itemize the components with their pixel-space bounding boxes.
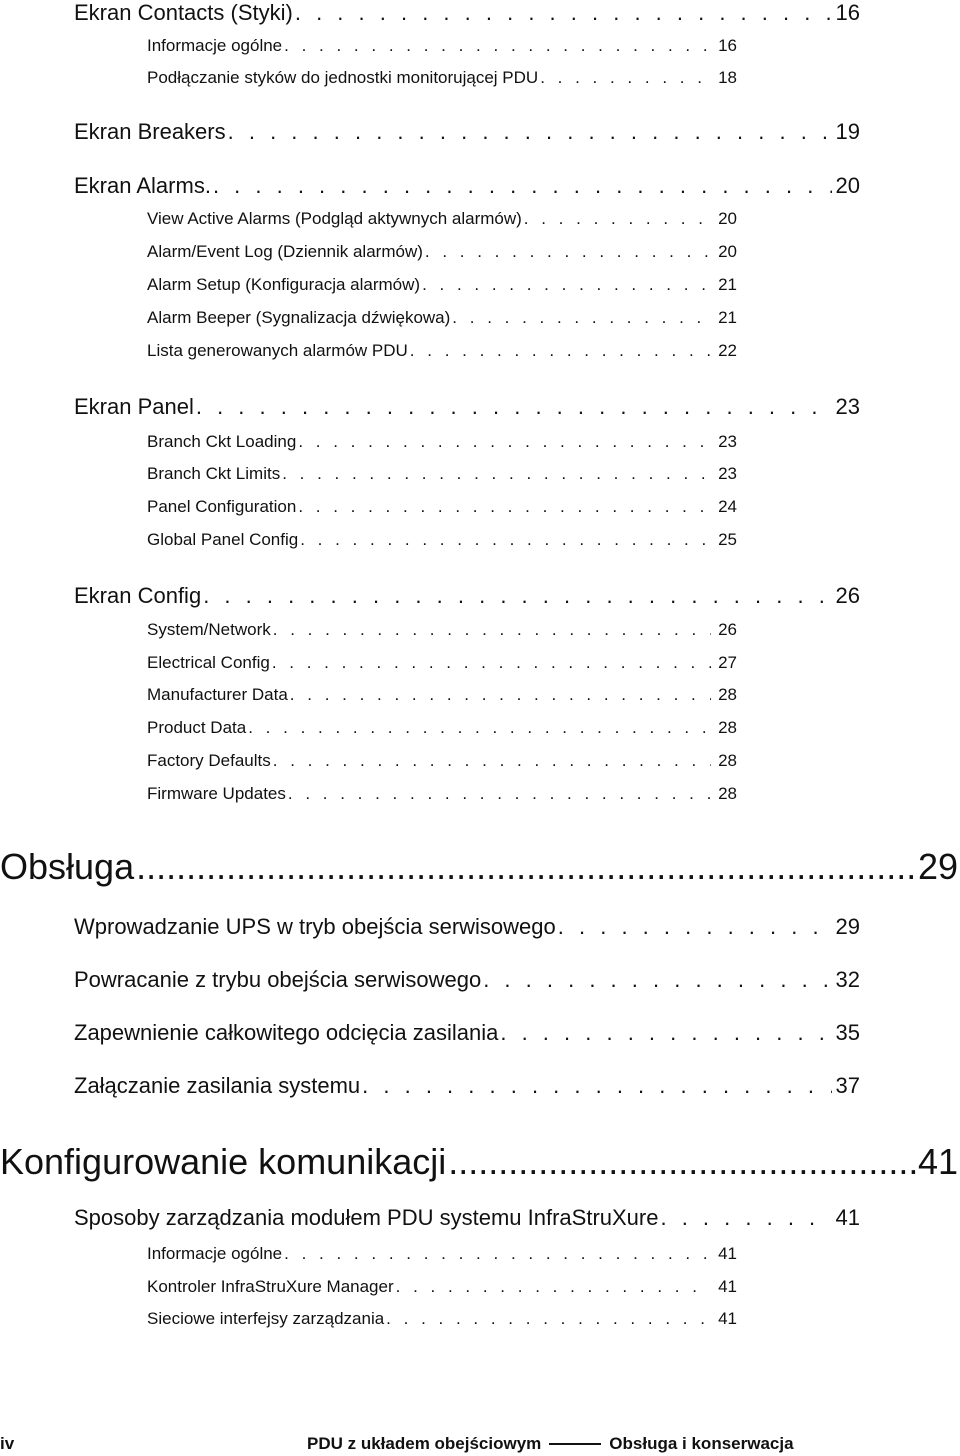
dot-leader (194, 394, 832, 420)
toc-entry-title: Obsługa (0, 846, 135, 887)
toc-entry[interactable] (147, 432, 737, 452)
toc-entry[interactable] (147, 784, 737, 804)
toc-entry-page: 29 (917, 846, 958, 887)
toc-entry-title: Zapewnienie całkowitego odcięcia zasilania (74, 1020, 499, 1045)
toc-entry[interactable] (74, 394, 860, 420)
toc-entry-title: Ekran Panel (74, 394, 194, 419)
toc-entry-title: Factory Defaults (147, 751, 271, 770)
toc-entry[interactable] (147, 620, 737, 640)
toc-entry[interactable] (147, 1244, 737, 1264)
toc-entry-page: 27 (718, 653, 737, 672)
toc-entry[interactable] (147, 653, 737, 673)
toc-entry[interactable] (147, 341, 737, 361)
toc-entry-title: Wprowadzanie UPS w tryb obejścia serwisowego (74, 914, 556, 939)
dot-leader (298, 530, 711, 550)
toc-entry[interactable] (0, 846, 958, 888)
toc-entry-page: 19 (835, 119, 860, 144)
toc-entry[interactable] (74, 0, 860, 26)
toc-entry[interactable] (74, 1020, 860, 1046)
toc-entry-page: 41 (718, 1244, 737, 1263)
toc-entry-title: Sposoby zarządzania modułem PDU systemu InfraStruXure (74, 1205, 659, 1230)
toc-entry[interactable] (147, 718, 737, 738)
toc-entry[interactable] (74, 914, 860, 940)
dot-leader (538, 68, 711, 88)
toc-entry-title: Alarm/Event Log (Dziennik alarmów) (147, 242, 423, 261)
toc-entry-page: 20 (835, 173, 860, 198)
dot-leader (420, 275, 711, 295)
toc-entry-page: 41 (917, 1141, 958, 1182)
dot-leader (408, 341, 711, 361)
toc-entry-page: 35 (835, 1020, 860, 1045)
toc-entry[interactable] (74, 173, 860, 199)
toc-entry-title: System/Network (147, 620, 271, 639)
dot-leader (423, 242, 711, 262)
toc-entry[interactable] (0, 1141, 958, 1183)
dot-leader (481, 967, 832, 993)
dot-leader (201, 583, 832, 609)
toc-entry-page: 28 (718, 784, 737, 803)
dot-leader (288, 685, 711, 705)
footer-dash (549, 1443, 601, 1445)
toc-entry-title: Sieciowe interfejsy zarządzania (147, 1309, 385, 1328)
footer-title (307, 1434, 794, 1454)
toc-entry-page: 28 (718, 751, 737, 770)
toc-entry-page: 29 (835, 914, 860, 939)
dot-leader (522, 209, 711, 229)
toc-entry-page: 20 (718, 242, 737, 261)
toc-entry-title: Konfigurowanie komunikacji (0, 1141, 447, 1182)
toc-entry-title: Electrical Config (147, 653, 270, 672)
toc-entry-title: Product Data (147, 718, 247, 737)
dot-leader (450, 308, 711, 328)
toc-entry[interactable] (147, 1309, 737, 1329)
dot-leader (134, 846, 918, 888)
dot-leader (211, 173, 832, 199)
toc-entry-page: 23 (835, 394, 860, 419)
toc-entry-title: Ekran Contacts (Styki) (74, 0, 293, 25)
dot-leader (270, 653, 711, 673)
dot-leader (394, 1277, 711, 1297)
toc-entry-page: 21 (718, 275, 737, 294)
dot-leader (286, 784, 711, 804)
dot-leader (226, 119, 832, 145)
toc-entry-title: Panel Configuration (147, 497, 297, 516)
toc-entry-page: 32 (835, 967, 860, 992)
toc-entry-title: Alarm Setup (Konfiguracja alarmów) (147, 275, 421, 294)
dot-leader (296, 432, 711, 452)
toc-entry[interactable] (74, 967, 860, 993)
dot-leader (384, 1309, 711, 1329)
dot-leader (282, 1244, 711, 1264)
toc-entry-page: 26 (718, 620, 737, 639)
toc-entry-page: 37 (835, 1073, 860, 1098)
document-title: PDU z układem obejściowym (307, 1434, 542, 1453)
toc-entry[interactable] (74, 583, 860, 609)
toc-entry-title: Global Panel Config (147, 530, 299, 549)
toc-entry[interactable] (147, 308, 737, 328)
dot-leader (282, 36, 711, 56)
toc-entry[interactable] (147, 242, 737, 262)
dot-leader (293, 0, 832, 26)
toc-entry-page: 16 (835, 0, 860, 25)
dot-leader (246, 718, 711, 738)
toc-entry[interactable] (147, 36, 737, 56)
toc-entry[interactable] (74, 119, 860, 145)
toc-entry-title: Ekran Breakers (74, 119, 226, 144)
dot-leader (360, 1073, 832, 1099)
toc-entry-page: 16 (718, 36, 737, 55)
toc-entry-page: 18 (718, 68, 737, 87)
toc-entry-title: Manufacturer Data (147, 685, 288, 704)
page-number: iv (0, 1434, 15, 1453)
toc-entry[interactable] (147, 497, 737, 517)
toc-entry[interactable] (147, 275, 737, 295)
toc-entry-title: Informacje ogólne (147, 1244, 283, 1263)
toc-entry[interactable] (74, 1205, 860, 1231)
toc-entry-page: 25 (718, 530, 737, 549)
toc-entry[interactable] (147, 530, 737, 550)
toc-entry-title: Firmware Updates (147, 784, 286, 803)
toc-entry[interactable] (74, 1073, 860, 1099)
toc-entry-title: Podłączanie styków do jednostki monitorującej PDU (147, 68, 539, 87)
toc-entry-page: 21 (718, 308, 737, 327)
toc-entry-page: 41 (718, 1277, 737, 1296)
toc-entry-page: 26 (835, 583, 860, 608)
page-footer (0, 1432, 960, 1456)
dot-leader (296, 497, 711, 517)
toc-entry-title: Alarm Beeper (Sygnalizacja dźwiękowa) (147, 308, 451, 327)
toc-entry[interactable] (147, 464, 737, 484)
toc-entry-title: Powracanie z trybu obejścia serwisowego (74, 967, 482, 992)
toc-entry[interactable] (147, 68, 737, 88)
toc-entry-page: 20 (718, 209, 737, 228)
toc-entry-page: 23 (718, 464, 737, 483)
dot-leader (446, 1141, 918, 1183)
section-title: Obsługa i konserwacja (609, 1434, 794, 1453)
dot-leader (658, 1205, 832, 1231)
dot-leader (498, 1020, 832, 1046)
toc-entry[interactable] (147, 751, 737, 771)
toc-entry[interactable] (147, 685, 737, 705)
toc-entry-title: Lista generowanych alarmów PDU (147, 341, 408, 360)
toc-entry-title: Ekran Config (74, 583, 202, 608)
toc-entry-title: Załączanie zasilania systemu (74, 1073, 361, 1098)
toc-entry-page: 24 (718, 497, 737, 516)
toc-entry-page: 22 (718, 341, 737, 360)
toc-entry-page: 23 (718, 432, 737, 451)
toc-entry-page: 28 (718, 718, 737, 737)
dot-leader (556, 914, 832, 940)
toc-entry-title: Branch Ckt Loading (147, 432, 297, 451)
toc-entry[interactable] (147, 1277, 737, 1297)
dot-leader (271, 751, 711, 771)
toc-entry-page: 28 (718, 685, 737, 704)
toc-entry-title: Ekran Alarms. (74, 173, 211, 198)
toc-entry-title: Branch Ckt Limits (147, 464, 281, 483)
toc-entry-title: Kontroler InfraStruXure Manager (147, 1277, 394, 1296)
toc-entry-title: Informacje ogólne (147, 36, 283, 55)
dot-leader (271, 620, 711, 640)
toc-entry[interactable] (147, 209, 737, 229)
toc-entry-page: 41 (835, 1205, 860, 1230)
toc-entry-title: View Active Alarms (Podgląd aktywnych alarmów) (147, 209, 522, 228)
toc-entry-page: 41 (718, 1309, 737, 1328)
dot-leader (280, 464, 711, 484)
